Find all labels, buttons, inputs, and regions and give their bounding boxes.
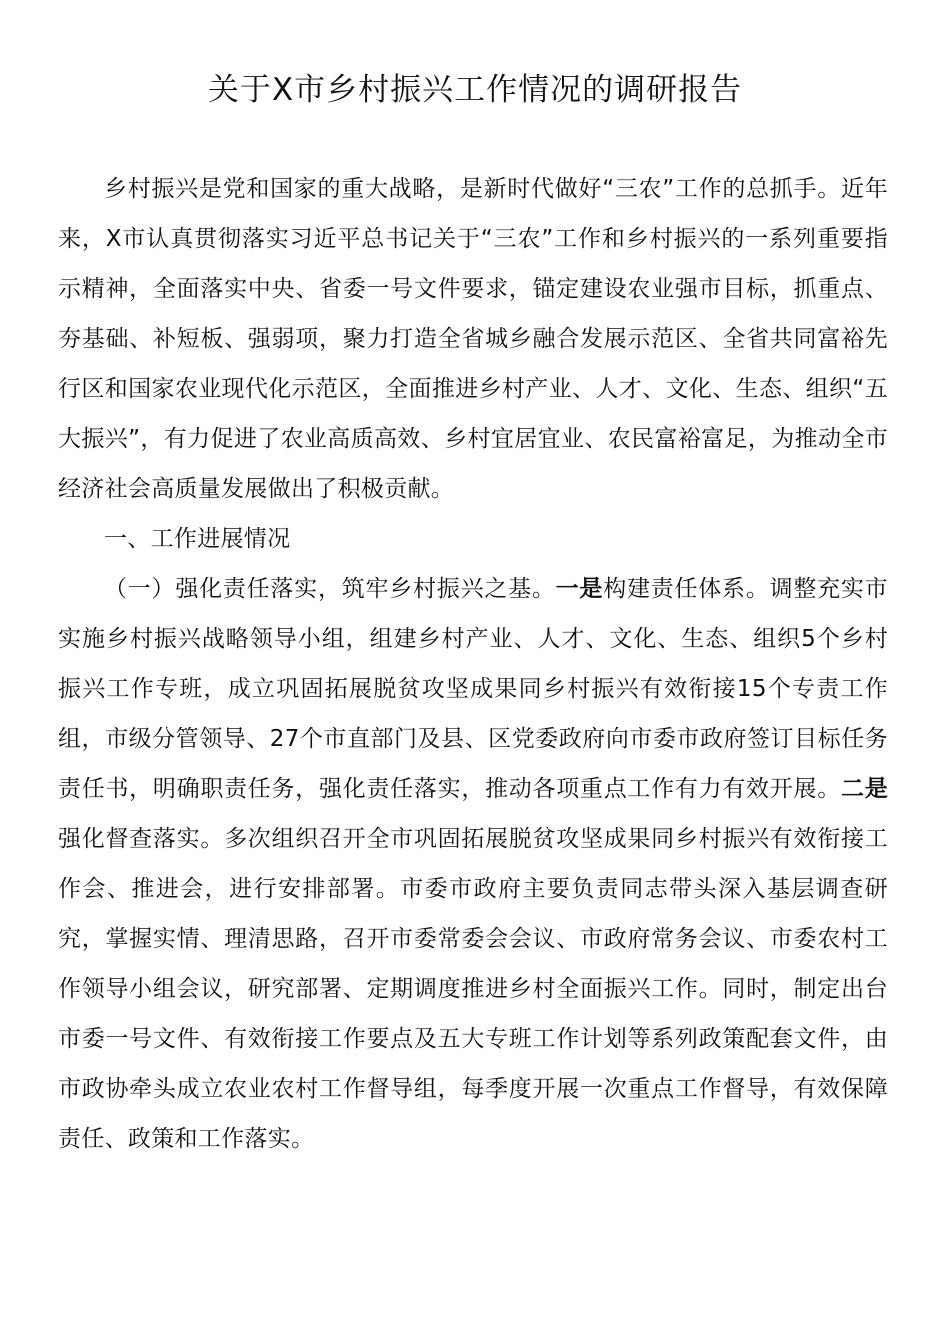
section-heading: 一、工作进展情况 [104,526,291,552]
point-label-2: 二是 [840,776,888,802]
point-text-1: 构建责任体系。调整充实市实施乡村振兴战略领导小组，组建乡村产业、人才、文化、生态、组织5个乡村振兴工作专班，成立巩固拓展脱贫攻坚成果同乡村振兴有效衔接15个专责工作组，市级分管领导、27个市直部门及县、区党委政府向市委市政府签订目标任务责任书，明确职责任务，强化责任落实，推动各项重点工作有力有效开展。 [58,576,888,802]
intro-paragraph: 乡村振兴是党和国家的重大战略，是新时代做好“三农”工作的总抓手。近年来，X市认真贯彻落实习近平总书记关于“三农”工作和乡村振兴的一系列重要指示精神，全面落实中央、省委一号文件要求，锚定建设农业强市目标，抓重点、夯基础、补短板、强弱项，聚力打造全省城乡融合发展示范区、全省共同富裕先行区和国家农业现代化示范区，全面推进乡村产业、人才、文化、生态、组织“五大振兴”，有力促进了农业高质高效、乡村宜居宜业、农民富裕富足，为推动全市经济社会高质量发展做出了积极贡献。 [58,176,888,502]
document-title: 关于X市乡村振兴工作情况的调研报告 [207,72,743,108]
document-body [58,164,888,1164]
subsection-lead: （一）强化责任落实，筑牢乡村振兴之基。 [104,576,556,602]
point-label-1: 一是 [555,576,604,602]
point-text-2: 强化督查落实。多次组织召开全市巩固拓展脱贫攻坚成果同乡村振兴有效衔接工作会、推进会，进行安排部署。市委市政府主要负责同志带头深入基层调查研究，掌握实情、理清思路，召开市委常委会会议、市政府常务会议、市委农村工作领导小组会议，研究部署、定期调度推进乡村全面振兴工作。同时，制定出台市委一号文件、有效衔接工作要点及五大专班工作计划等系列政策配套文件，由市政协牵头成立农业农村工作督导组，每季度开展一次重点工作督导，有效保障责任、政策和工作落实。 [58,826,888,1152]
subsection-paragraph [58,564,888,1164]
